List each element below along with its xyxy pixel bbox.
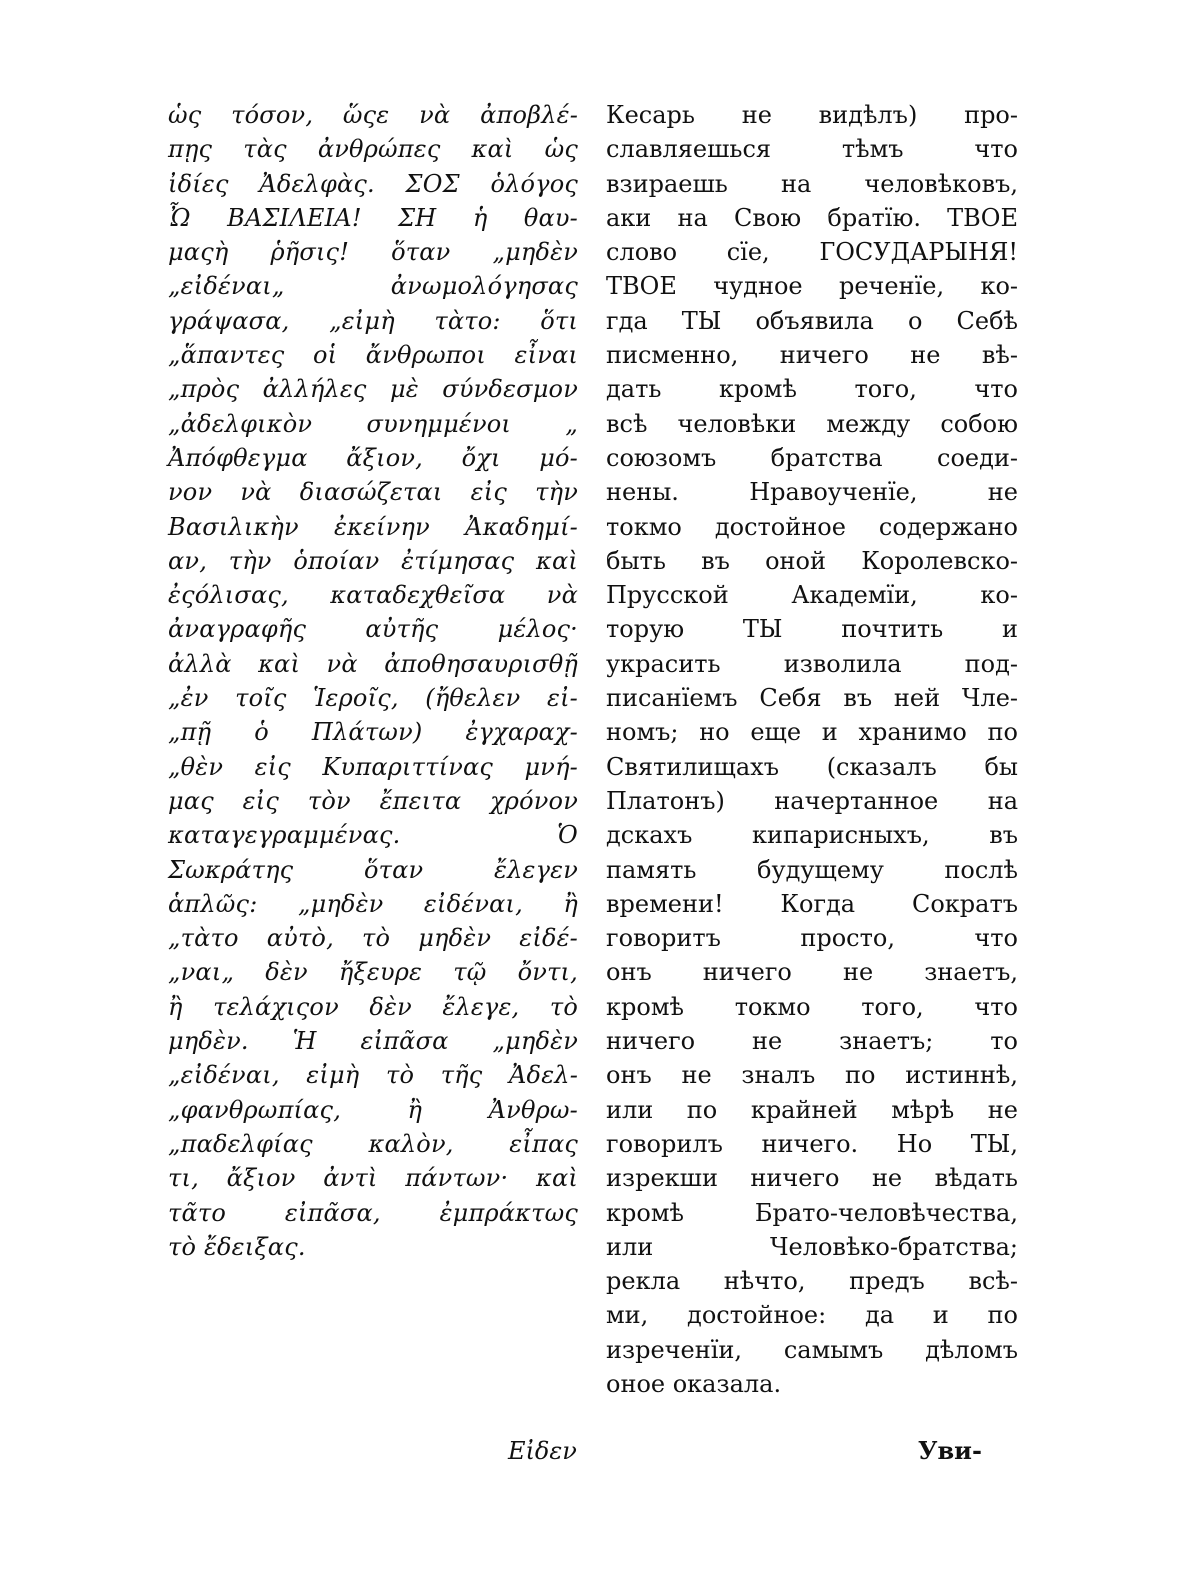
text-line: ТВОЕ чудное реченїе, ко-: [606, 272, 1018, 301]
text-line: говорилъ ничего. Но ТЫ,: [606, 1129, 1018, 1158]
text-line: дскахъ кипарисныхъ, въ: [606, 821, 1018, 850]
text-line: „ἐν τοῖς Ἱεροῖς, (ἤθελεν εἰ-: [168, 684, 578, 713]
text-line: μηδὲν. Ἡ εἰπᾶσα „μηδὲν: [168, 1027, 578, 1056]
catchword-left: Εἰδεν: [508, 1437, 577, 1465]
text-line: кромѣ токмо того, что: [606, 992, 1018, 1021]
text-line: ἢ τελάχιςον δὲν ἔλεγε, τὸ: [168, 992, 578, 1021]
text-line: кромѣ Брато-человѣчества,: [606, 1198, 1018, 1227]
text-line: Платонъ) начертанное на: [606, 786, 1018, 815]
text-line: говоритъ просто, что: [606, 924, 1018, 953]
text-line: „παδελφίας καλὸν, εἶπας: [168, 1129, 578, 1158]
russian-text-column: [606, 98, 1018, 1401]
text-line: рекла нѣчто, предъ всѣ-: [606, 1267, 1018, 1296]
text-line: „εἰδέναι„ ἀνωμολόγησας: [168, 272, 578, 301]
text-line: аки на Свою братїю. ТВОЕ: [606, 203, 1018, 232]
text-line: Ὦ ΒΑΣΙΛΕΙΑ! ΣΗ ἡ θαυ-: [168, 203, 578, 232]
text-line: изреченїи, самымъ дѣломъ: [606, 1335, 1018, 1364]
text-line: νον νὰ διασώζεται εἰς τὴν: [168, 478, 578, 507]
greek-text-column: [168, 98, 578, 1264]
text-line: союзомъ братства соеди-: [606, 443, 1018, 472]
text-line: память будущему послѣ: [606, 855, 1018, 884]
text-line: Βασιλικὴν ἐκείνην Ἀκαδημί-: [168, 512, 578, 541]
text-line: „πρὸς ἀλλήλες μὲ σύνδεσμον: [168, 375, 578, 404]
text-line: τι, ἄξιον ἀντὶ πάντων· καὶ: [168, 1164, 578, 1193]
text-line: писменно, ничего не вѣ-: [606, 341, 1018, 370]
text-line: онъ ничего не знаетъ,: [606, 958, 1018, 987]
text-line: ἰδίες Ἀδελφὰς. ΣΟΣ ὁλόγος: [168, 169, 578, 198]
text-line: или по крайней мѣрѣ не: [606, 1095, 1018, 1124]
text-line: слово сїе, ГОСУДАРЫНЯ!: [606, 238, 1018, 267]
text-line: номъ; но еще и хранимо по: [606, 718, 1018, 747]
text-line: „φανθρωπίας, ἢ Ἀνθρω-: [168, 1095, 578, 1124]
text-line: ὡς τόσον, ὥςε νὰ ἀποβλέ-: [168, 101, 578, 129]
text-line: украсить изволила под-: [606, 649, 1018, 678]
text-line: быть въ оной Королевско-: [606, 546, 1018, 575]
text-line: токмо достойное содержано: [606, 512, 1018, 541]
text-line: μαςὴ ῥῆσις! ὅταν „μηδὲν: [168, 238, 578, 267]
text-line: онъ не зналъ по истиннѣ,: [606, 1061, 1018, 1090]
text-line: ἀναγραφῆς αὐτῆς μέλος·: [168, 615, 578, 644]
text-line: „τὰτο αὐτὸ, τὸ μηδὲν εἰδέ-: [168, 924, 578, 953]
text-line: времени! Когда Сократъ: [606, 889, 1018, 918]
text-line: „ἀδελφικὸν συνημμένοι „: [168, 409, 578, 438]
text-line: торую ТЫ почтить и: [606, 615, 1018, 644]
text-line: „ναι„ δὲν ἤξευρε τῷ ὄντι,: [168, 958, 578, 987]
text-line: писанїемъ Себя въ ней Чле-: [606, 684, 1018, 713]
text-line: ничего не знаетъ; то: [606, 1027, 1018, 1056]
text-line: μας εἰς τὸν ἔπειτα χρόνον: [168, 786, 578, 815]
text-line: взираешь на человѣковъ,: [606, 169, 1018, 198]
text-line: Прусской Академїи, ко-: [606, 581, 1018, 610]
text-line: Σωκράτης ὅταν ἔλεγεν: [168, 855, 578, 884]
text-line: ἁπλῶς: „μηδὲν εἰδέναι, ἢ: [168, 889, 578, 918]
text-line: ми, достойное: да и по: [606, 1301, 1018, 1330]
text-line: πῃς τὰς ἀνθρώπες καὶ ὡς: [168, 135, 578, 164]
text-line: славляешься тѣмъ что: [606, 135, 1018, 164]
text-line: τᾶτο εἰπᾶσα, ἐμπράκτως: [168, 1198, 578, 1227]
text-line: оное оказала.: [606, 1369, 782, 1398]
text-line: или Человѣко-братства;: [606, 1232, 1018, 1261]
text-line: всѣ человѣки между собою: [606, 409, 1018, 438]
text-line: „θὲν εἰς Κυπαριττίνας μνή-: [168, 752, 578, 781]
text-line: „ἅπαντες οἱ ἄνθρωποι εἶναι: [168, 341, 578, 370]
text-line: ἐςόλισας, καταδεχθεῖσα νὰ: [168, 581, 578, 610]
catchword-right: Уви-: [918, 1436, 982, 1465]
text-line: Кесарь не видѣлъ) про-: [606, 101, 1018, 129]
text-line: гда ТЫ объявила о Себѣ: [606, 306, 1018, 335]
text-line: „εἰδέναι, εἰμὴ τὸ τῆς Ἀδελ-: [168, 1061, 578, 1090]
text-line: Ἀπόφθεγμα ἄξιον, ὄχι μό-: [168, 443, 578, 472]
text-line: Святилищахъ (сказалъ бы: [606, 752, 1018, 781]
text-line: изрекши ничего не вѣдать: [606, 1164, 1018, 1193]
text-line: καταγεγραμμένας. Ὁ: [168, 821, 578, 850]
text-line: γράψασα, „εἰμὴ τὰτο: ὅτι: [168, 306, 578, 335]
text-line: дать кромѣ того, что: [606, 375, 1018, 404]
text-line: нены. Нравоученїе, не: [606, 478, 1018, 507]
text-line: αν, τὴν ὁποίαν ἐτίμησας καὶ: [168, 546, 578, 575]
text-line: ἀλλὰ καὶ νὰ ἀποθησαυρισθῇ: [168, 649, 578, 678]
text-line: „πῇ ὁ Πλάτων) ἐγχαραχ-: [168, 718, 578, 747]
text-line: τὸ ἔδειξας.: [168, 1232, 306, 1261]
